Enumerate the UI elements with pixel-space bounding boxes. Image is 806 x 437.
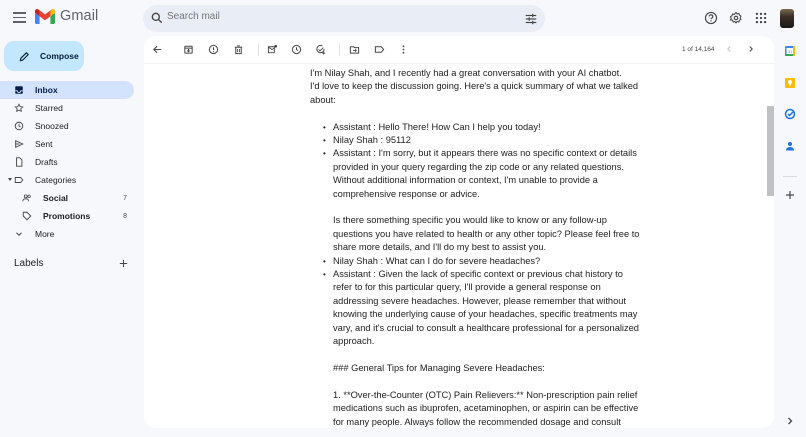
compose-label: Compose xyxy=(40,51,79,61)
archive-icon[interactable] xyxy=(183,44,194,55)
label-icon xyxy=(14,175,24,185)
top-header xyxy=(0,0,806,36)
message-toolbar xyxy=(144,36,774,64)
scrollbar-thumb[interactable] xyxy=(767,106,774,196)
labels-heading: Labels xyxy=(14,258,44,269)
tasks-icon[interactable] xyxy=(784,108,796,120)
sidebar-item-more[interactable]: More xyxy=(0,225,134,243)
tag-icon xyxy=(22,211,32,221)
mark-unread-icon[interactable] xyxy=(267,44,278,55)
conversation-list xyxy=(310,121,640,201)
toolbar-divider xyxy=(339,44,340,56)
add-label-icon[interactable] xyxy=(118,258,129,269)
sidebar-item-social[interactable]: Social 7 xyxy=(0,189,134,207)
inbox-icon xyxy=(14,85,24,95)
chevron-down-icon xyxy=(14,229,24,239)
toolbar-divider xyxy=(258,44,259,56)
list-item: • Nilay Shah : 95112 xyxy=(310,134,640,147)
filter-options-icon[interactable] xyxy=(524,12,538,26)
apps-grid-icon[interactable] xyxy=(754,11,768,25)
caret-down-icon[interactable] xyxy=(8,178,12,181)
sidebar-item-categories[interactable]: Categories xyxy=(0,171,134,189)
add-addon-icon[interactable] xyxy=(784,189,796,201)
contacts-icon[interactable] xyxy=(784,140,796,152)
pagination-text: 1 of 14,164 xyxy=(682,46,715,53)
expand-panel-icon[interactable] xyxy=(784,415,796,427)
list-item: • Nilay Shah : What can I do for severe headaches? xyxy=(310,255,640,268)
calendar-icon[interactable] xyxy=(784,45,796,57)
email-body xyxy=(310,67,640,428)
report-spam-icon[interactable] xyxy=(208,44,219,55)
star-icon xyxy=(14,103,24,113)
older-icon[interactable] xyxy=(746,44,756,54)
gmail-logo[interactable] xyxy=(35,8,98,24)
clock-icon xyxy=(14,121,24,131)
sidebar-item-promotions[interactable]: Promotions 8 xyxy=(0,207,134,225)
label-icon[interactable] xyxy=(374,44,385,55)
newer-icon[interactable] xyxy=(724,44,734,54)
sidebar-item-snoozed[interactable]: Snoozed xyxy=(0,117,134,135)
move-to-icon[interactable] xyxy=(349,44,360,55)
draft-icon xyxy=(14,157,24,167)
conversation-list-2 xyxy=(310,255,640,349)
tips-heading: ### General Tips for Managing Severe Headaches: xyxy=(333,362,545,373)
back-icon[interactable] xyxy=(152,44,163,55)
followup-paragraph: Is there something specific you would like to know or any follow-up questions you have related to health or any other topic? Please feel free to share more details, and I'll do my best to assist you. xyxy=(333,215,640,253)
snooze-icon[interactable] xyxy=(291,44,302,55)
more-vert-icon[interactable] xyxy=(398,44,409,55)
sidebar-item-drafts[interactable]: Drafts xyxy=(0,153,134,171)
message-view xyxy=(144,36,774,428)
list-item: • Assistant : I'm sorry, but it appears there was no specific context or details provided in your query regarding the zip code or any related questions. Without additional information or context, I'm unable to provide a comprehensive response or advice. xyxy=(310,147,640,201)
menu-icon[interactable] xyxy=(11,9,29,27)
sidebar-item-inbox[interactable]: Inbox xyxy=(0,81,134,99)
app-name: Gmail xyxy=(60,8,99,24)
pencil-icon xyxy=(19,51,30,62)
search-input[interactable] xyxy=(167,11,467,22)
svg-text:31: 31 xyxy=(788,49,793,54)
intro-line-1: I'm Nilay Shah, and I recently had a great conversation with your AI chatbot. xyxy=(310,68,622,78)
sidebar-nav xyxy=(0,81,135,243)
list-item: • Assistant : Hello There! How Can I help you today! xyxy=(310,121,640,134)
sidebar-item-sent[interactable]: Sent xyxy=(0,135,134,153)
settings-icon[interactable] xyxy=(729,11,743,25)
rail-divider xyxy=(783,176,797,177)
avatar[interactable] xyxy=(780,9,794,28)
keep-icon[interactable] xyxy=(784,77,796,89)
unread-count: 8 xyxy=(123,212,127,220)
gmail-m-icon xyxy=(35,9,55,24)
delete-icon[interactable] xyxy=(233,44,244,55)
search-icon[interactable] xyxy=(150,11,164,25)
unread-count: 7 xyxy=(123,194,127,202)
sidebar-item-starred[interactable]: Starred xyxy=(0,99,134,117)
add-task-icon[interactable] xyxy=(315,44,326,55)
send-icon xyxy=(14,139,24,149)
help-icon[interactable] xyxy=(704,11,718,25)
people-icon xyxy=(22,193,32,203)
compose-button[interactable] xyxy=(4,41,84,71)
search-bar[interactable] xyxy=(143,5,545,32)
intro-line-2: I'd love to keep the discussion going. Here's a quick summary of what we talked about: xyxy=(310,81,639,105)
tip-1: 1. **Over-the-Counter (OTC) Pain Relievers:** Non-prescription pain relief medications such as ibuprofen, acetaminophen, or aspirin can be effective for many people. Always follow the recommended dosage and consult xyxy=(333,389,639,427)
list-item: • Assistant : Given the lack of specific context or previous chat history to refer to for this particular query, I'll provide a general response on addressing severe headaches. However, please remember that without knowing the underlying cause of your headaches, specific treatments may vary, and it's crucial to consult a healthcare professional for a personalized approach. xyxy=(310,268,640,348)
